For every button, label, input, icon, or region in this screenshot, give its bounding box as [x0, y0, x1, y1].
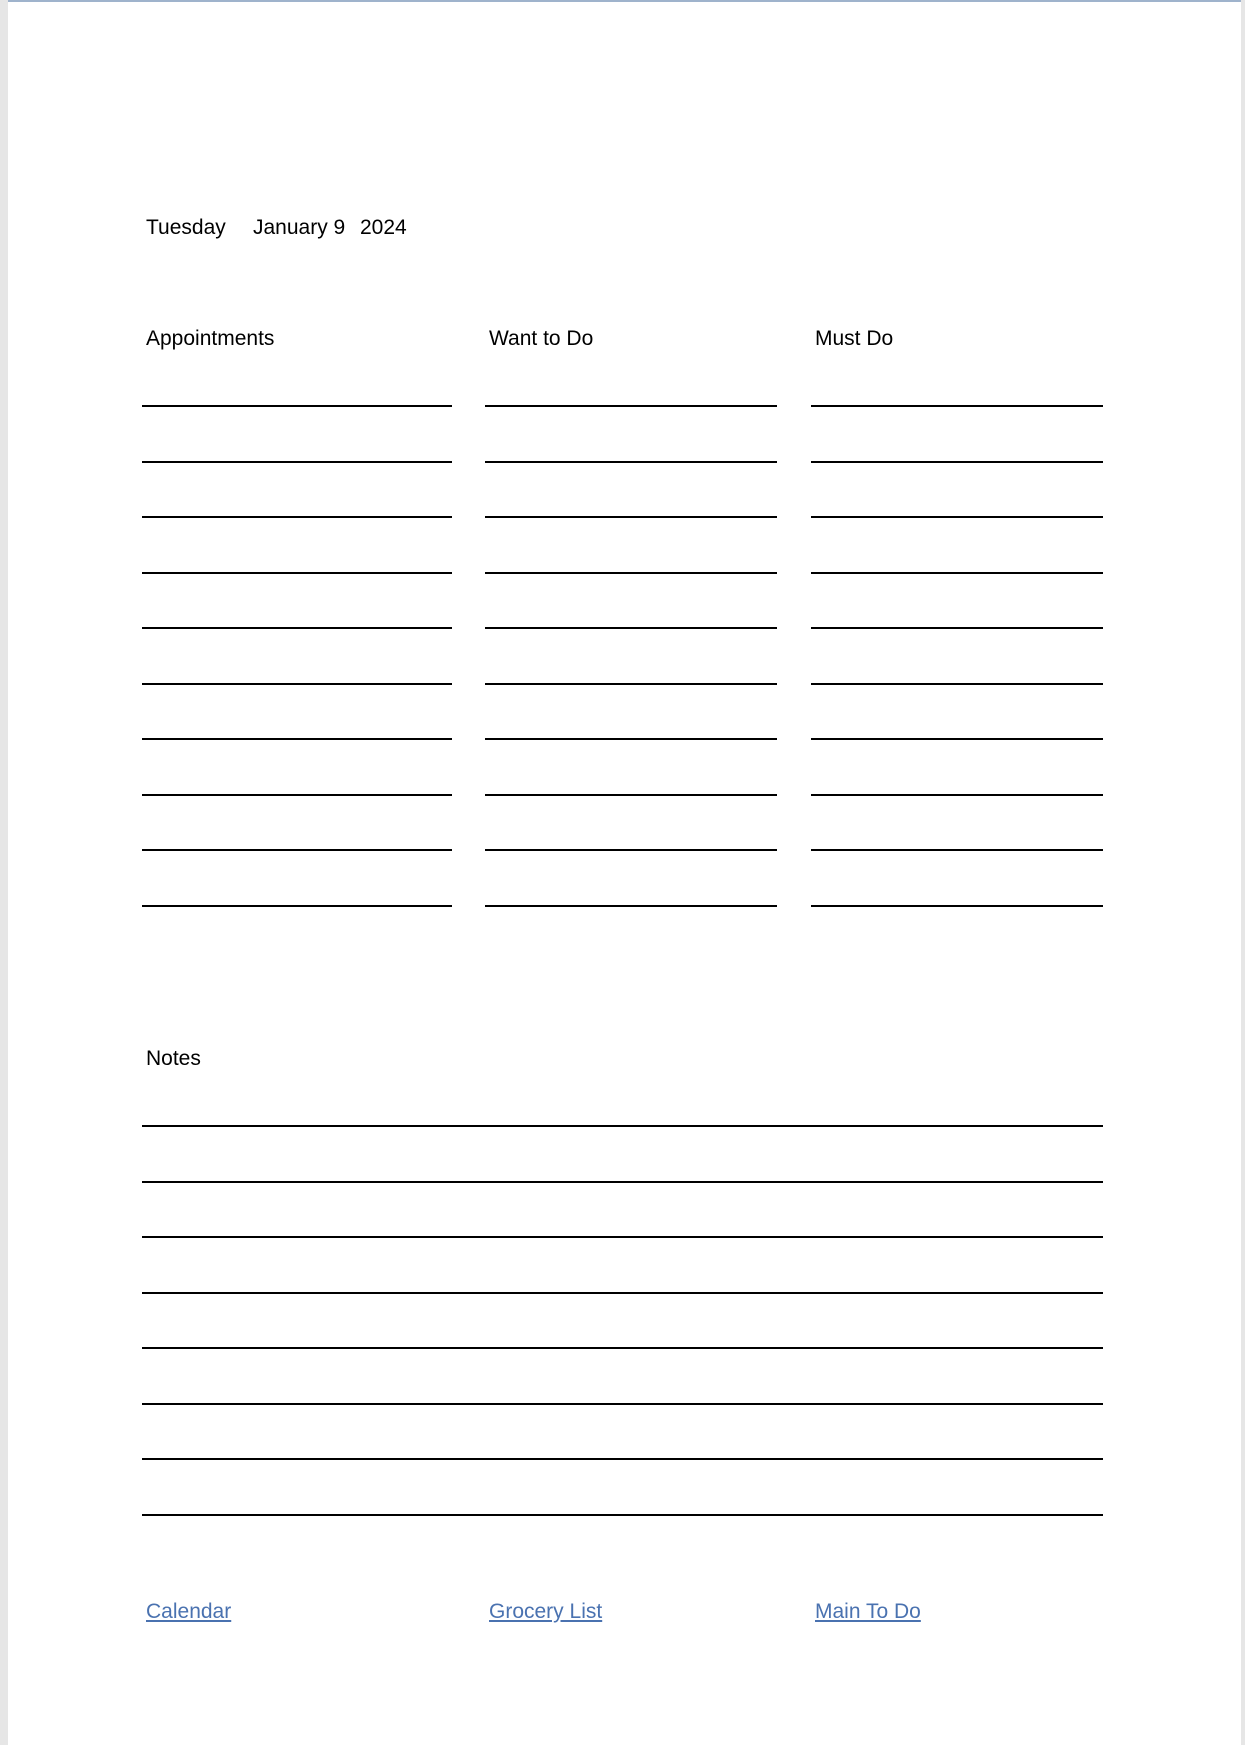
weekday-label: Tuesday: [146, 216, 226, 239]
main-to-do-link[interactable]: Main To Do: [815, 1600, 921, 1623]
must-do-line: [811, 738, 1103, 740]
must-do-line: [811, 572, 1103, 574]
notes-line: [142, 1125, 1103, 1127]
want-to-do-line: [485, 461, 777, 463]
must-do-line: [811, 405, 1103, 407]
want-to-do-line: [485, 516, 777, 518]
want-to-do-heading: Want to Do: [489, 327, 594, 350]
notes-line: [142, 1347, 1103, 1349]
want-to-do-line: [485, 905, 777, 907]
calendar-link[interactable]: Calendar: [146, 1600, 232, 1623]
notes-line: [142, 1181, 1103, 1183]
must-do-heading: Must Do: [815, 327, 894, 350]
must-do-line: [811, 905, 1103, 907]
year-label: 2024: [360, 216, 407, 239]
appointments-line: [142, 738, 452, 740]
appointments-line: [142, 627, 452, 629]
notes-line: [142, 1514, 1103, 1516]
appointments-line: [142, 461, 452, 463]
want-to-do-line: [485, 738, 777, 740]
want-to-do-line: [485, 849, 777, 851]
must-do-line: [811, 794, 1103, 796]
appointments-line: [142, 405, 452, 407]
must-do-line: [811, 516, 1103, 518]
want-to-do-line: [485, 794, 777, 796]
document-page: [8, 0, 1241, 1745]
appointments-line: [142, 572, 452, 574]
notes-line: [142, 1236, 1103, 1238]
must-do-line: [811, 627, 1103, 629]
must-do-line: [811, 461, 1103, 463]
grocery-list-link[interactable]: Grocery List: [489, 1600, 603, 1623]
want-to-do-line: [485, 572, 777, 574]
want-to-do-line: [485, 627, 777, 629]
appointments-heading: Appointments: [146, 327, 275, 350]
appointments-line: [142, 905, 452, 907]
appointments-line: [142, 516, 452, 518]
appointments-line: [142, 849, 452, 851]
appointments-line: [142, 794, 452, 796]
notes-line: [142, 1403, 1103, 1405]
appointments-line: [142, 683, 452, 685]
month-day-label: January 9: [253, 216, 346, 239]
notes-heading: Notes: [146, 1047, 201, 1070]
must-do-line: [811, 683, 1103, 685]
want-to-do-line: [485, 683, 777, 685]
notes-line: [142, 1292, 1103, 1294]
notes-line: [142, 1458, 1103, 1460]
want-to-do-line: [485, 405, 777, 407]
must-do-line: [811, 849, 1103, 851]
